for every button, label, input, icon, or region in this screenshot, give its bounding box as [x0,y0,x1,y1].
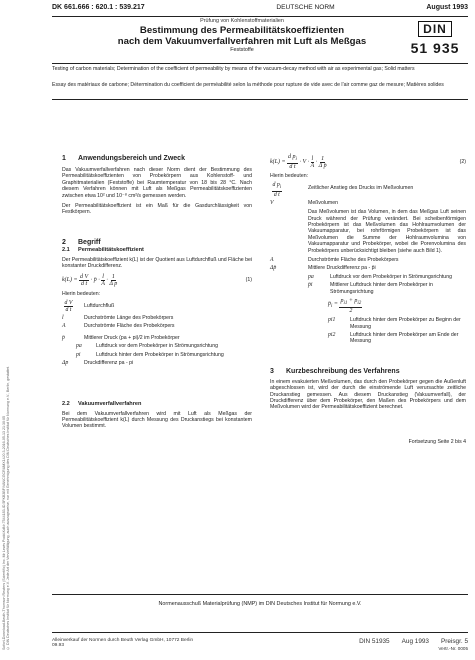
issue-date: August 1993 [426,4,468,11]
definition-row: pi1 Luftdruck hinter dem Probekörper zu Beginn der Messung [328,317,461,330]
left-column [62,154,252,430]
equation-1-number: (1) [245,276,252,283]
section-2-1-paragraph: Der Permeabilitätskoeffizient k(L) ist der Quotient aus Luftdurchfluß und Fläche bei konstanter Druckdifferenz. [62,256,252,270]
definition-row: pi Luftdruck hinter dem Probekörper in Strömungsrichtung [76,351,224,358]
norm-type: DEUTSCHE NORM [276,4,335,11]
footer-right [359,638,468,645]
definition-row: l Durchströmte Länge des Probekörpers [62,315,174,322]
equation-2: k(L) = $\frac{d p_i}{\text{d t}}$ · V · $\frac{l}{A}$ · $\frac{1}{\text{Δ p̄}}$ (2) [270,154,466,171]
mean-pressure-equation: $p̄_i$ = $\frac{p_{i1} + p_{i2}}{2}$ [328,298,362,315]
print-code: 09.93 [52,643,65,648]
section-1-paragraph-1: Das Vakuumverfallverfahren nach dieser Norm dient der Bestimmung des Permeabilitätskoeffizienten von Probekörpern aus Kohlenstoff- und Graphitmaterialien (Feststoffe) bei Raumtemperatur von 18 bis 28 °C. Nach diesem Verfahren können mit Luft als Meßgas Permeabilitätskoeffizienten zwischen etwa 10² und 10⁻⁸ cm²/s gemessen werden. [62,167,252,199]
section-2-2-paragraph: Bei dem Vakuumverfallverfahren wird mit Luft als Meßgas der Permeabilitätskoeffizient k(L) durch Messung des Druckanstiegs bei konstantem Volumen bestimmt. [62,410,252,430]
din-logo: DIN [418,21,452,37]
hierin-label-2: Hierin bedeuten: [270,173,309,180]
footer-din-number: DIN 51935 [359,638,390,645]
normenausschuss-text: Normenausschuß Materialprüfung (NMP) im DIN Deutsches Institut für Normung e.V. [158,601,362,607]
side-watermark-text [2,250,10,650]
continuation-note: Fortsetzung Seite 2 bis 4 [408,438,466,445]
definition-row: $\frac{\text{d V}}{\text{d t}}$ Luftdurchfluß [64,300,115,314]
document-page [52,4,468,654]
definition-row: $\frac{d p_i}{\text{d t}}$ Zeitlicher Anstieg des Drucks im Meßvolumen [272,181,414,198]
din-number: 51 935 [410,40,460,56]
definition-row: pi2 Luftdruck hinter dem Probekörper am Ende der Messung [328,332,459,345]
section-3-paragraph: In einem evakuierten Meßvolumen, das durch den Probekörper gegen die Außenluft abgeschlossen ist, wird der durch die einströmende Luft verursachte zeitliche Druckanstieg gemessen. Aus diesem Druckanstieg (Vakuumverfall), der Druckdifferenz über dem Probekörper, den Maßen des Probekörpers und dem Meßvolumen wird der Permeabilitätskoeffizient berechnet. [270,378,466,411]
definition-row: A Durchströmte Fläche des Probekörpers [62,323,175,330]
section-3-heading: 3 Kurzbeschreibung des Verfahrens [270,367,400,375]
section-2-heading: 2 Begriff [62,238,101,246]
equation-1: k(L) = $\frac{\text{d V}}{\text{d t}}$ · p̄ · $\frac{l}{A}$ · $\frac{1}{\text{Δ p}}$ (1) [62,273,252,287]
translation-rule [52,99,468,100]
side-text-line-1: Sofort-Download-Beuth-Thomson Reuters (Scientific) Inc. Mr Lewis Podd-KdNr.7544183-ID.5FKB3BF/VANCGCRUMX14J0.3-2016-05-13 21:30:05 [2,415,6,650]
header-row [52,4,468,16]
definition-row: A Durchströmte Fläche des Probekörpers [270,257,399,263]
section-1-heading: 1 Anwendungsbereich und Zweck [62,155,185,162]
hierin-label-1: Hierin bedeuten: [62,290,101,297]
definition-row: pa Luftdruck vor dem Probekörper in Strömungsrichtung [76,343,218,350]
title-subtitle: Prüfung von Kohlenstoffmaterialien [200,18,284,24]
footer-vertr-number: Vertr.-Nr. 0005 [438,646,468,651]
definition-row: p̄i Mittlerer Luftdruck hinter dem Probekörper in Strömungsrichtung [308,282,433,295]
definition-row: pa Luftdruck vor dem Probekörper in Strömungsrichtung [308,273,452,280]
definition-row: Δp Druckdifferenz pa - pi [62,360,134,367]
header-rule [52,16,468,17]
dk-classification: DK 661.666 : 620.1 : 539.217 [52,4,145,11]
equation-2-number: (2) [459,158,466,165]
footer-date: Aug 1993 [401,638,429,645]
section-2-2-heading: 2.2 Vakuumverfallverfahren [62,400,142,407]
definition-row: Δp̄ Mittlere Druckdifferenz pa - p̄i [270,265,376,272]
definition-row: p̄ Mittlerer Druck (pa + pi)/2 im Probekörper [62,334,180,341]
title-footer: Feststoffe [230,47,254,53]
right-column [270,154,466,445]
english-title: Testing of carbon materials; Determination of the coefficient of permeability by means of the vacuum-decay method with air as experimental gas; Solid matters [52,66,415,72]
side-text-line-2: © DIN Deutsches Institut für Normung e.V. Jede Art der Vervielfältigung, auch auszugsweise, nur mit Genehmigung des DIN Deutsches Institut für Normung e.V., Berlin, gestattet. [6,366,10,650]
title-line-1: Bestimmung des Permeabilitätskoeffizienten [139,25,345,36]
footer-bar [52,638,468,651]
din-logo-block [408,20,462,62]
definition-row: V Meßvolumen [270,199,338,206]
title-block [52,18,468,62]
section-2-1-heading: 2.1 Permeabilitätskoeffizient [62,246,144,253]
section-1-paragraph-2: Der Permeabilitätskoeffizient ist ein Maß für die Gasdurchlässigkeit von Festkörpern. [62,203,252,216]
title-line-2: nach dem Vakuumverfallverfahren mit Luft als Meßgas [117,36,367,47]
title-rule [52,63,468,64]
french-title: Essay des matériaux de carbone; Détermination du coefficient de perméabilité selon la méthode pour rupture de vide avec de l'air comme gaz de mesure; Matières solides [52,82,444,88]
bottom-rule-1 [52,594,468,595]
measurement-volume-description: Das Meßvolumen ist das Volumen, in dem das Meßgas Luft seinen Druck während der Prüfung verändert. Bei scheibenförmigen Probekörpern ist das Meßvolumen das Hohlraumvolumen der Vakuumapparatur, bei rohrförmigen Probekörpern ist das Meßvolumen die Summe der Hohlraumvolumina von Vakuumapparatur und Probekörper, wobei die Porenvolumina des Probekörpers unberücksichtigt bleiben (siehe auch Bild 1). [308,209,466,254]
footer-price-group: Preisgr. 5 [441,638,468,645]
bottom-rule-2 [52,632,468,633]
publisher-text: Alleinverkauf der Normen durch Beuth Verlag GmbH, 10772 Berlin [52,638,194,643]
